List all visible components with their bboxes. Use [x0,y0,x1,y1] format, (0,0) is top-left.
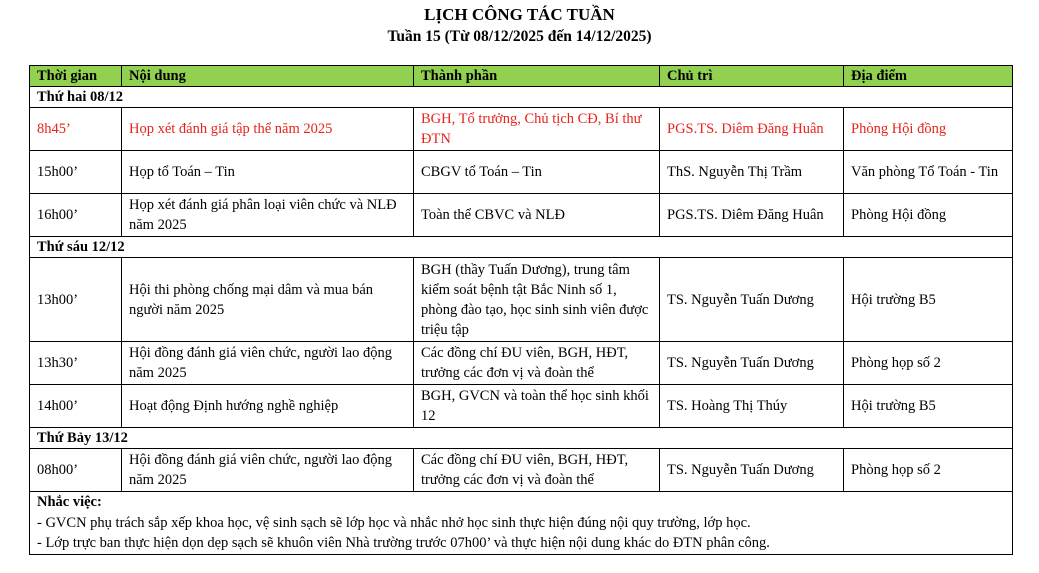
event-location: Phòng họp số 2 [844,342,1013,385]
event-time: 8h45’ [30,108,122,151]
event-content: Hoạt động Định hướng nghề nghiệp [122,385,414,428]
table-row [30,194,1013,237]
day-row [30,87,1013,108]
event-time: 13h30’ [30,342,122,385]
event-chair: TS. Hoàng Thị Thúy [660,385,844,428]
event-chair: TS. Nguyễn Tuấn Dương [660,258,844,342]
event-participants: Các đồng chí ĐU viên, BGH, HĐT, trưởng các đơn vị và đoàn thể [414,449,660,492]
notes-heading: Nhắc việc: [37,494,102,510]
event-location: Phòng họp số 2 [844,449,1013,492]
table-row [30,151,1013,194]
event-chair: ThS. Nguyễn Thị Trầm [660,151,844,194]
event-content: Họp xét đánh giá phân loại viên chức và NLĐ năm 2025 [122,194,414,237]
event-time: 15h00’ [30,151,122,194]
table-row [30,108,1013,151]
notes-cell [30,492,1013,555]
table-row [30,385,1013,428]
event-content: Họp tổ Toán – Tin [122,151,414,194]
event-chair: PGS.TS. Diêm Đăng Huân [660,108,844,151]
day-label: Thứ sáu 12/12 [30,237,1013,258]
event-chair: TS. Nguyễn Tuấn Dương [660,342,844,385]
event-location: Hội trường B5 [844,258,1013,342]
event-content: Hội thi phòng chống mại dâm và mua bán người năm 2025 [122,258,414,342]
event-time: 14h00’ [30,385,122,428]
event-participants: BGH, GVCN và toàn thể học sinh khối 12 [414,385,660,428]
col-header-time: Thời gian [30,66,122,87]
day-row [30,237,1013,258]
event-content: Hội đồng đánh giá viên chức, người lao động năm 2025 [122,449,414,492]
col-header-content: Nội dung [122,66,414,87]
col-header-participants: Thành phần [414,66,660,87]
event-location: Phòng Hội đồng [844,108,1013,151]
event-content: Họp xét đánh giá tập thể năm 2025 [122,108,414,151]
event-content: Hội đồng đánh giá viên chức, người lao động năm 2025 [122,342,414,385]
event-participants: CBGV tổ Toán – Tin [414,151,660,194]
day-label: Thứ hai 08/12 [30,87,1013,108]
table-row [30,258,1013,342]
event-participants: Các đồng chí ĐU viên, BGH, HĐT, trưởng các đơn vị và đoàn thể [414,342,660,385]
table-row [30,342,1013,385]
week-subtitle: Tuần 15 (Từ 08/12/2025 đến 14/12/2025) [387,28,652,45]
day-row [30,428,1013,449]
event-location: Phòng Hội đồng [844,194,1013,237]
event-participants: Toàn thể CBVC và NLĐ [414,194,660,237]
event-chair: PGS.TS. Diêm Đăng Huân [660,194,844,237]
event-time: 13h00’ [30,258,122,342]
table-header-row [30,66,1013,87]
event-chair: TS. Nguyễn Tuấn Dương [660,449,844,492]
event-time: 08h00’ [30,449,122,492]
event-location: Hội trường B5 [844,385,1013,428]
event-participants: BGH (thầy Tuấn Dương), trung tâm kiểm soát bệnh tật Bắc Ninh số 1, phòng đào tạo, học sinh sinh viên được triệu tập [414,258,660,342]
col-header-location: Địa điểm [844,66,1013,87]
page-title: LỊCH CÔNG TÁC TUẦN [424,5,615,24]
event-time: 16h00’ [30,194,122,237]
note-item: - GVCN phụ trách sắp xếp khoa học, vệ sinh sạch sẽ lớp học và nhắc nhở học sinh thực hiện đúng nội quy trường, lớp học. [37,514,751,531]
col-header-chair: Chủ trì [660,66,844,87]
event-location: Văn phòng Tổ Toán - Tin [844,151,1013,194]
note-item: - Lớp trực ban thực hiện dọn dẹp sạch sẽ khuôn viên Nhà trường trước 07h00’ và thực hiện nội dung khác do ĐTN phân công. [37,535,770,551]
schedule-table [29,65,1013,555]
table-row [30,449,1013,492]
day-label: Thứ Bảy 13/12 [30,428,1013,449]
event-participants: BGH, Tổ trưởng, Chủ tịch CĐ, Bí thư ĐTN [414,108,660,151]
notes-row [30,492,1013,555]
